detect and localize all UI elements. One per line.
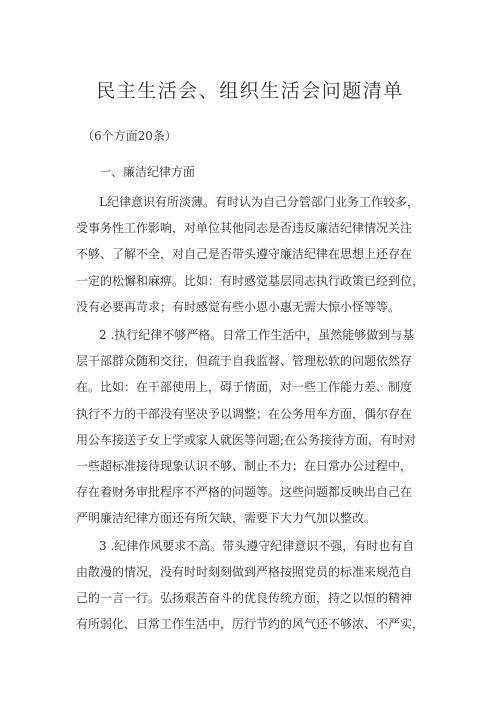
paragraph-2-line-8: 严明廉洁纪律方面还有所欠缺，需要下大力气加以整改。 [76,511,377,525]
paragraph-1-line-1: L纪律意识有所淡薄。有时认为自己分管部门业务工作较多， [99,195,419,209]
paragraph-1-line-5: 没有必要再苛求；有时感觉有些小恩小惠无需大惊小怪等等。 [76,300,401,314]
paragraph-2-line-6: 一些超标准接待现象认识不够、制止不力；在日常办公过程中， [76,459,413,473]
paragraph-2-line-7: 存在着财务审批程序不严格的问题等。这些问题都反映出自己在 [76,485,413,499]
paragraph-3-line-1: 3 .纪律作风要求不高。带头遵守纪律意识不强，有时也有自 [99,539,415,553]
paragraph-2-line-3: 在。比如：在干部使用上，碍于情面，对一些工作能力差、制度 [76,380,413,394]
paragraph-2-line-2: 层干部群众随和交往，但疏于自我监督、管理松软的问题依然存 [76,354,413,368]
paragraph-2-line-5: 用公车接送子女上学或家人就医等问题;在公务接待方面，有时对 [76,433,417,447]
paragraph-1-line-4: 一定的松懈和麻痹。比如：有时感觉基层同志执行政策已经到位， [76,274,425,288]
paragraph-1-line-2: 受事务性工作影响，对单位其他同志是否违反廉洁纪律情况关注 [76,221,413,235]
paragraph-3-line-3: 己的一言一行。弘扬艰苦奋斗的优良传统方面，持之以恒的精神 [76,591,413,605]
paragraph-3-line-2: 由散漫的情况，没有时时刻刻做到严格按照党员的标准来规范自 [76,565,413,579]
paragraph-1-line-3: 不够、了解不全，对自己是否带头遵守廉洁纪律在思想上还存在 [76,247,413,261]
paragraph-2-line-1: 2 .执行纪律不够严格。日常工作生活中，虽然能够做到与基 [99,328,415,342]
document-subtitle: （6个方面20条） [82,129,177,143]
paragraph-3-line-4: 有所弱化，日常工作生活中，厉行节约的风气还不够浓、不严实， [76,617,425,631]
section-heading: 一、廉洁纪律方面 [99,165,196,179]
paragraph-2-line-4: 执行不力的干部没有坚决予以调整；在公务用车方面，偶尔存在 [76,407,413,421]
document-title: 民主生活会、组织生活会问题清单 [96,80,404,102]
